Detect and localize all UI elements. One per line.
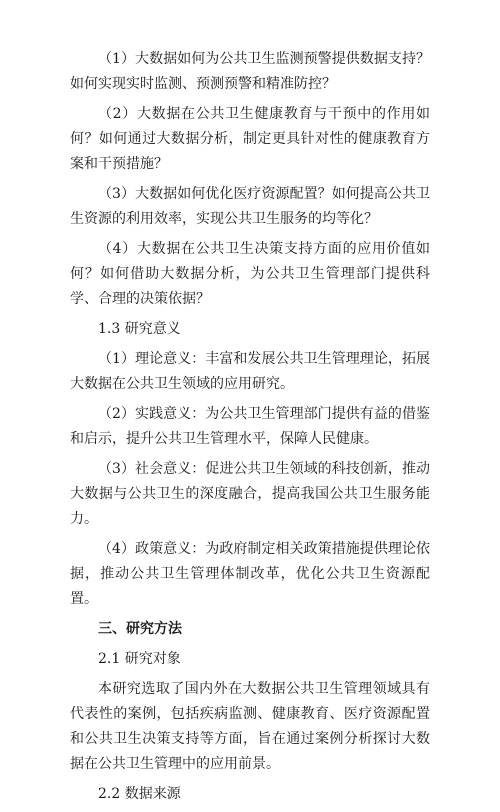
significance-theory: （1）理论意义：丰富和发展公共卫生管理理论，拓展大数据在公共卫生领域的应用研究。: [70, 351, 430, 392]
section-1-3-heading: 1.3 研究意义: [98, 321, 181, 337]
significance-policy: （4）政策意义：为政府制定相关政策措施提供理论依据，推动公共卫生管理体制改革，优化公共卫生资源配置。: [70, 541, 430, 607]
question-4: （4）大数据在公共卫生决策支持方面的应用价值如何？如何借助大数据分析，为公共卫生管理部门提供科学、合理的决策依据？: [70, 241, 430, 307]
section-3-heading: 三、研究方法: [98, 621, 182, 637]
significance-social: （3）社会意义：促进公共卫生领域的科技创新，推动大数据与公共卫生的深度融合，提高我国公共卫生服务能力。: [70, 461, 430, 527]
question-2: （2）大数据在公共卫生健康教育与干预中的作用如何？如何通过大数据分析，制定更具针对性的健康教育方案和干预措施？: [70, 106, 430, 172]
question-1: （1）大数据如何为公共卫生监测预警提供数据支持？如何实现实时监测、预测预警和精准防控？: [70, 51, 430, 92]
section-2-1-heading: 2.1 研究对象: [98, 651, 181, 667]
significance-practice: （2）实践意义：为公共卫生管理部门提供有益的借鉴和启示，提升公共卫生管理水平，保障人民健康。: [70, 406, 430, 447]
section-2-1-text: 本研究选取了国内外在大数据公共卫生管理领域具有代表性的案例，包括疾病监测、健康教育、医疗资源配置和公共卫生决策支持等方面，旨在通过案例分析探讨大数据在公共卫生管理中的应用前景。: [70, 681, 430, 772]
section-2-2-heading: 2.2 数据来源: [98, 786, 181, 802]
document-page: [70, 47, 430, 812]
question-3: （3）大数据如何优化医疗资源配置？如何提高公共卫生资源的利用效率，实现公共卫生服务的均等化？: [70, 186, 430, 227]
